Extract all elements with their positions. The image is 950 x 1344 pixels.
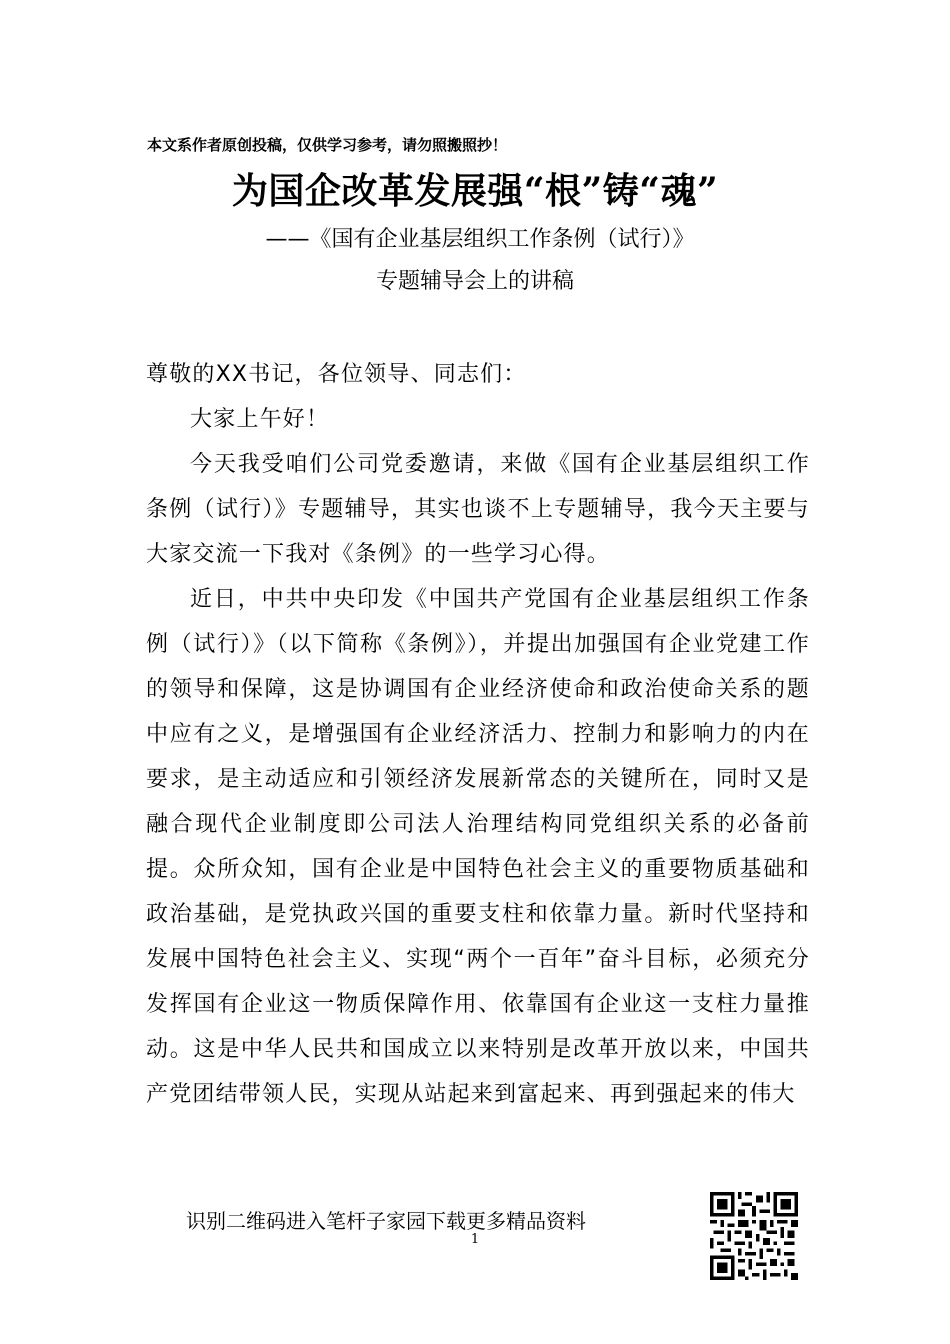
document-title: 为国企改革发展强“根”铸“魂” — [231, 170, 719, 212]
document-subtitle-line1: ——《国有企业基层组织工作条例（试行）》 — [265, 227, 695, 252]
qr-code-icon — [710, 1192, 798, 1280]
body-paragraph: 今天我受咱们公司党委邀请，来做《国有企业基层组织工作条例（试行）》专题辅导，其实也谈不上专题辅导，我今天主要与大家交流一下我对《条例》的一些学习心得。 — [146, 452, 810, 567]
body-paragraph: 近日，中共中央印发《中国共产党国有企业基层组织工作条例（试行）》（以下简称《条例》），并提出加强国有企业党建工作的领导和保障，这是协调国有企业经济使命和政治使命关系的题中应有之义，是增强国有企业经济活力、控制力和影响力的内在要求，是主动适应和引领经济发展新常态的关键所在，同时又是融合现代企业制度即公司法人治理结构同党组织关系的必备前提。众所众知，国有企业是中国特色社会主义的重要物质基础和政治基础，是党执政兴国的重要支柱和依靠力量。新时代坚持和发展中国特色社会主义、实现“两个一百年”奋斗目标，必须充分发挥国有企业这一物质保障作用、依靠国有企业这一支柱力量推动。这是中华人民共和国成立以来特别是改革开放以来，中国共产党团结带领人民，实现从站起来到富起来、再到强起来的伟大 — [146, 587, 810, 1107]
copyright-notice: 本文系作者原创投稿，仅供学习参考，请勿照搬照抄！ — [147, 136, 508, 154]
document-subtitle-line2: 专题辅导会上的讲稿 — [375, 269, 574, 294]
footer-promo-text: 识别二维码进入笔杆子家园下载更多精品资料 — [186, 1209, 586, 1233]
page-number: 1 — [470, 1232, 480, 1247]
document-body — [146, 352, 810, 1117]
greeting: 大家上午好！ — [190, 407, 330, 432]
salutation: 尊敬的XX书记，各位领导、同志们： — [146, 362, 527, 387]
